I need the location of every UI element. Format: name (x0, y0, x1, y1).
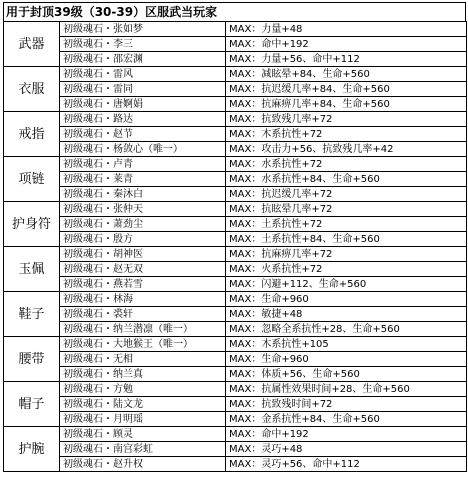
max-stat-cell: MAX：木系抗性+105 (226, 337, 467, 352)
max-stat-cell: MAX：抗麻痹几率+84、生命+560 (226, 97, 467, 112)
soulstone-name-cell: 初级魂石・方勉 (60, 382, 226, 397)
soulstone-name-cell: 初级魂石・张如梦 (60, 22, 226, 37)
spreadsheet (3, 2, 466, 472)
table-body (4, 22, 467, 472)
soulstone-name-cell: 初级魂石・唐婀娟 (60, 97, 226, 112)
soulstone-name-cell: 初级魂石・顾灵 (60, 427, 226, 442)
soulstone-name-cell: 初级魂石・赵无双 (60, 262, 226, 277)
table-row (4, 142, 467, 157)
category-cell: 鞋子 (4, 292, 60, 337)
table-row (4, 412, 467, 427)
category-cell: 护腕 (4, 427, 60, 472)
table-row (4, 277, 467, 292)
soulstone-name-cell: 初级魂石・胡神医 (60, 247, 226, 262)
max-stat-cell: MAX：抗麻痹几率+72 (226, 247, 467, 262)
table-row (4, 352, 467, 367)
table-row (4, 22, 467, 37)
max-stat-cell: MAX：生命+960 (226, 352, 467, 367)
max-stat-cell: MAX：金系抗性+84、生命+560 (226, 412, 467, 427)
table-row (4, 217, 467, 232)
soulstone-name-cell: 初级魂石・秦沐白 (60, 187, 226, 202)
soulstone-name-cell: 初级魂石・路达 (60, 112, 226, 127)
table-row (4, 247, 467, 262)
max-stat-cell: MAX：力量+48 (226, 22, 467, 37)
soulstone-name-cell: 初级魂石・杨敛心（唯一） (60, 142, 226, 157)
table-row (4, 202, 467, 217)
table-row (4, 292, 467, 307)
category-cell: 戒指 (4, 112, 60, 157)
soulstone-table (3, 21, 467, 472)
soulstone-name-cell: 初级魂石・南宫彩虹 (60, 442, 226, 457)
soulstone-name-cell: 初级魂石・大地猴王（唯一） (60, 337, 226, 352)
table-row (4, 262, 467, 277)
category-cell: 帽子 (4, 382, 60, 427)
soulstone-name-cell: 初级魂石・莱青 (60, 172, 226, 187)
table-row (4, 52, 467, 67)
soulstone-name-cell: 初级魂石・陆文龙 (60, 397, 226, 412)
table-row (4, 322, 467, 337)
max-stat-cell: MAX：灵巧+48 (226, 442, 467, 457)
table-row (4, 427, 467, 442)
table-row (4, 457, 467, 472)
max-stat-cell: MAX：水系抗性+72 (226, 157, 467, 172)
category-cell: 武器 (4, 22, 60, 67)
max-stat-cell: MAX：抗致残时间+72 (226, 397, 467, 412)
table-row (4, 82, 467, 97)
sheet-title: 用于封顶39级（30-39）区服武当玩家 (3, 2, 466, 21)
max-stat-cell: MAX：土系抗性+72 (226, 217, 467, 232)
max-stat-cell: MAX：力量+56、命中+112 (226, 52, 467, 67)
category-cell: 衣服 (4, 67, 60, 112)
soulstone-name-cell: 初级魂石・纳兰潜凛（唯一） (60, 322, 226, 337)
table-row (4, 382, 467, 397)
soulstone-name-cell: 初级魂石・雷风 (60, 67, 226, 82)
max-stat-cell: MAX：命中+192 (226, 427, 467, 442)
table-row (4, 397, 467, 412)
table-row (4, 187, 467, 202)
category-cell: 玉佩 (4, 247, 60, 292)
max-stat-cell: MAX：闪避+112、生命+560 (226, 277, 467, 292)
max-stat-cell: MAX：抗致残几率+72 (226, 112, 467, 127)
soulstone-name-cell: 初级魂石・李三 (60, 37, 226, 52)
max-stat-cell: MAX：减眩晕+84、生命+560 (226, 67, 467, 82)
max-stat-cell: MAX：灵巧+56、命中+112 (226, 457, 467, 472)
max-stat-cell: MAX：攻击力+56、抗致残几率+42 (226, 142, 467, 157)
max-stat-cell: MAX：火系抗性+72 (226, 262, 467, 277)
table-row (4, 337, 467, 352)
max-stat-cell: MAX：抗迟缓几率+72 (226, 187, 467, 202)
max-stat-cell: MAX：水系抗性+84、生命+560 (226, 172, 467, 187)
table-row (4, 67, 467, 82)
max-stat-cell: MAX：体质+56、生命+560 (226, 367, 467, 382)
max-stat-cell: MAX：忽略全系抗性+28、生命+560 (226, 322, 467, 337)
table-row (4, 367, 467, 382)
table-row (4, 307, 467, 322)
soulstone-name-cell: 初级魂石・燕若雪 (60, 277, 226, 292)
max-stat-cell: MAX：命中+192 (226, 37, 467, 52)
soulstone-name-cell: 初级魂石・赵升权 (60, 457, 226, 472)
soulstone-name-cell: 初级魂石・卢青 (60, 157, 226, 172)
table-row (4, 37, 467, 52)
category-cell: 腰带 (4, 337, 60, 382)
max-stat-cell: MAX：抗眩晕几率+72 (226, 202, 467, 217)
max-stat-cell: MAX：生命+960 (226, 292, 467, 307)
table-row (4, 172, 467, 187)
soulstone-name-cell: 初级魂石・纳兰真 (60, 367, 226, 382)
soulstone-name-cell: 初级魂石・邵宏渊 (60, 52, 226, 67)
soulstone-name-cell: 初级魂石・萧劲尘 (60, 217, 226, 232)
soulstone-name-cell: 初级魂石・林海 (60, 292, 226, 307)
max-stat-cell: MAX：抗属性效果时间+28、生命+560 (226, 382, 467, 397)
max-stat-cell: MAX：抗迟缓几率+84、生命+560 (226, 82, 467, 97)
category-cell: 护身符 (4, 202, 60, 247)
soulstone-name-cell: 初级魂石・张仲天 (60, 202, 226, 217)
table-row (4, 442, 467, 457)
soulstone-name-cell: 初级魂石・无相 (60, 352, 226, 367)
table-row (4, 232, 467, 247)
soulstone-name-cell: 初级魂石・月明瑶 (60, 412, 226, 427)
category-cell: 项链 (4, 157, 60, 202)
table-row (4, 112, 467, 127)
max-stat-cell: MAX：敏捷+48 (226, 307, 467, 322)
table-row (4, 127, 467, 142)
max-stat-cell: MAX：木系抗性+72 (226, 127, 467, 142)
soulstone-name-cell: 初级魂石・裘轩 (60, 307, 226, 322)
soulstone-name-cell: 初级魂石・雷同 (60, 82, 226, 97)
max-stat-cell: MAX：土系抗性+84、生命+560 (226, 232, 467, 247)
soulstone-name-cell: 初级魂石・赵节 (60, 127, 226, 142)
table-row (4, 97, 467, 112)
table-row (4, 157, 467, 172)
soulstone-name-cell: 初级魂石・殷方 (60, 232, 226, 247)
